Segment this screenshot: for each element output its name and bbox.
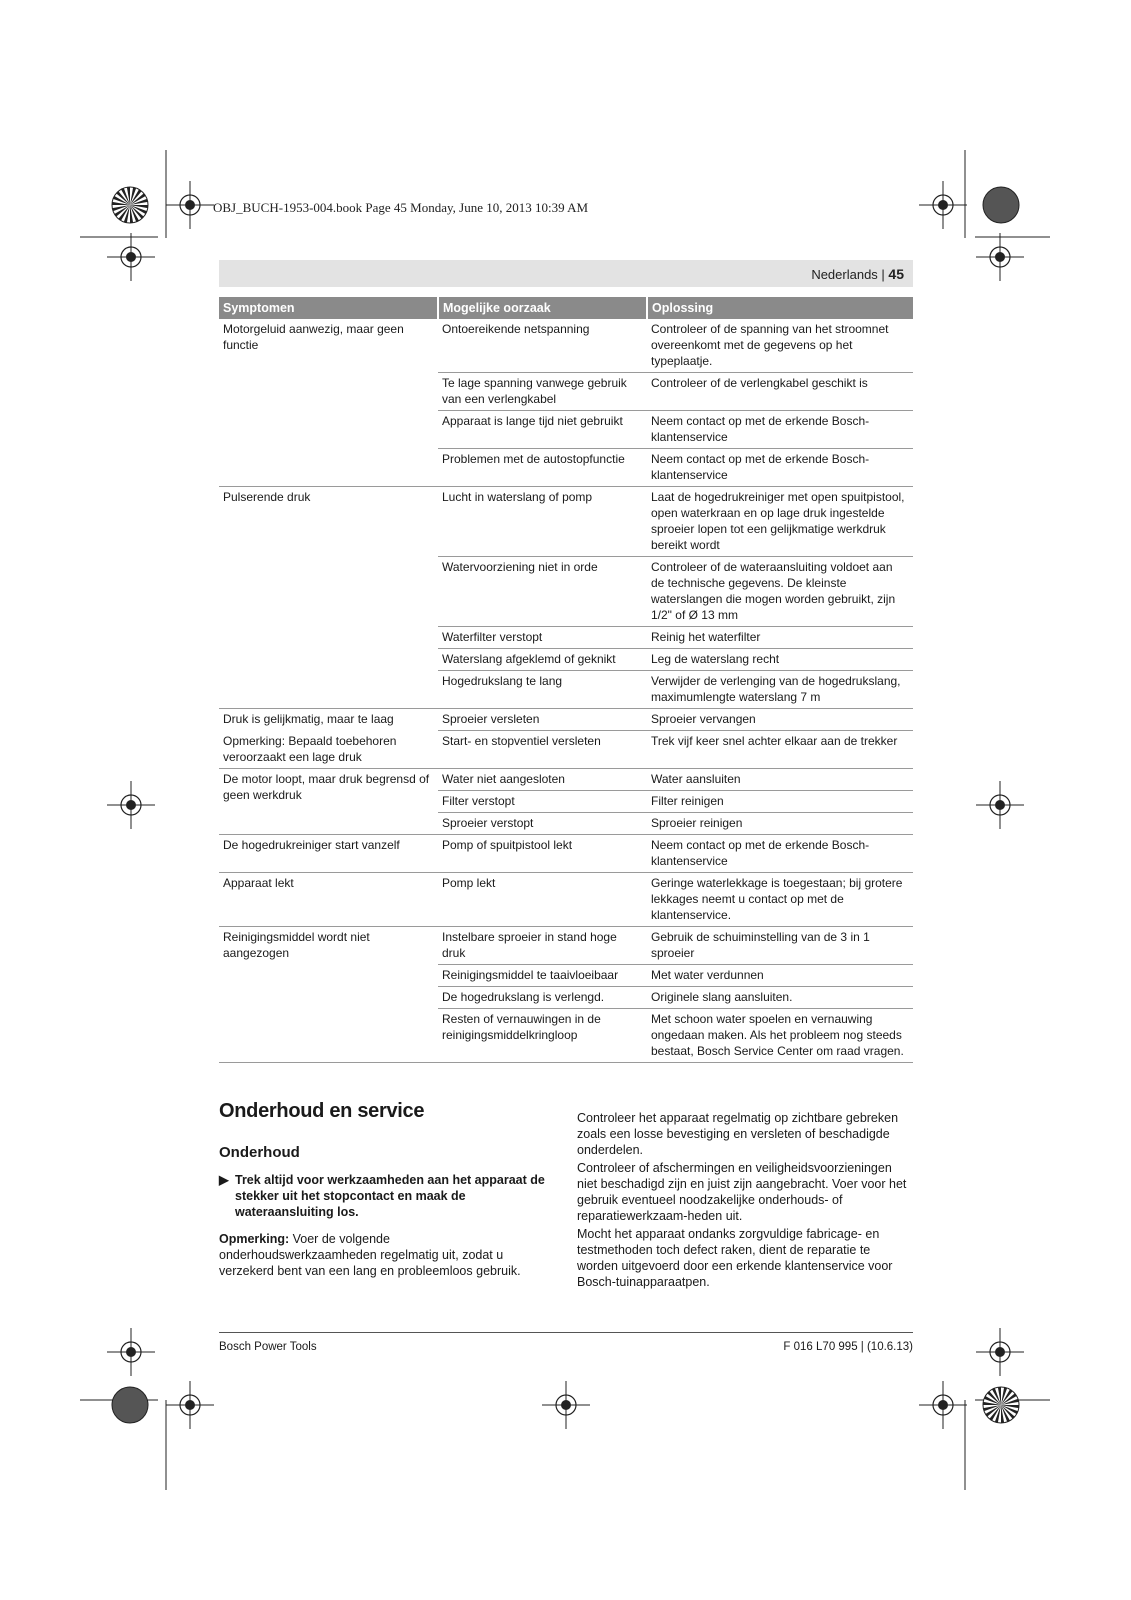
symptom-cell: De hogedrukreiniger start vanzelf bbox=[219, 834, 438, 872]
crosshair-mark-icon bbox=[542, 1381, 590, 1429]
cause-cell: Hogedrukslang te lang bbox=[438, 671, 647, 709]
cause-cell: Waterfilter verstopt bbox=[438, 627, 647, 649]
crosshair-mark-icon bbox=[166, 1381, 214, 1429]
symptom-cell: Motorgeluid aanwezig, maar geen functie bbox=[219, 319, 438, 487]
cause-cell: Start- en stopventiel versleten bbox=[438, 731, 647, 769]
footer-publisher: Bosch Power Tools bbox=[219, 1341, 317, 1353]
solution-cell: Verwijder de verlenging van de hogedrukslang, maximumlengte waterslang 7 m bbox=[647, 671, 913, 709]
table-row bbox=[219, 768, 913, 790]
solution-cell: Trek vijf keer snel achter elkaar aan de trekker bbox=[647, 731, 913, 769]
starburst-mark-icon bbox=[983, 1387, 1019, 1423]
header-solutions: Oplossing bbox=[647, 297, 913, 319]
solution-cell: Reinig het waterfilter bbox=[647, 627, 913, 649]
solution-cell: Geringe waterlekkage is toegestaan; bij grotere lekkages neemt u contact op met de klantenservice. bbox=[647, 872, 913, 926]
footer-divider bbox=[219, 1332, 913, 1333]
table-row bbox=[219, 731, 913, 769]
solution-cell: Controleer of de wateraansluiting voldoet aan de technische gegevens. De kleinste waterslangen die mogen worden gebruikt, zijn 1/2" of Ø 13 mm bbox=[647, 557, 913, 627]
symptom-cell: Pulserende druk bbox=[219, 487, 438, 709]
solution-cell: Leg de waterslang recht bbox=[647, 649, 913, 671]
symptom-cell: Druk is gelijkmatig, maar te laag bbox=[223, 712, 394, 726]
cause-cell: De hogedrukslang is verlengd. bbox=[438, 986, 647, 1008]
symptom-cell: De motor loopt, maar druk begrensd of geen werkdruk bbox=[219, 768, 438, 834]
crosshair-mark-icon bbox=[107, 233, 155, 281]
solution-cell: Neem contact op met de erkende Bosch-klantenservice bbox=[647, 411, 913, 449]
header-symptoms: Symptomen bbox=[219, 297, 438, 319]
cause-cell: Sproeier versleten bbox=[438, 709, 647, 731]
cause-cell: Ontoereikende netspanning bbox=[438, 319, 647, 373]
header-causes: Mogelijke oorzaak bbox=[438, 297, 647, 319]
solution-cell: Controleer of de verlengkabel geschikt is bbox=[647, 373, 913, 411]
section-subtitle: Onderhoud bbox=[219, 1144, 300, 1161]
cause-cell: Apparaat is lange tijd niet gebruikt bbox=[438, 411, 647, 449]
cause-cell: Filter verstopt bbox=[438, 790, 647, 812]
solution-cell: Gebruik de schuiminstelling van de 3 in 1 sproeier bbox=[647, 926, 913, 964]
cause-cell: Lucht in waterslang of pomp bbox=[438, 487, 647, 557]
solution-cell: Met schoon water spoelen en vernauwing ongedaan maken. Als het probleem nog steeds bestaat, Bosch Service Center om raad vragen. bbox=[647, 1008, 913, 1062]
starburst-mark-icon bbox=[112, 187, 148, 223]
table-row bbox=[219, 319, 913, 373]
table-header-row bbox=[219, 297, 913, 319]
cause-cell: Sproeier verstopt bbox=[438, 812, 647, 834]
cause-cell: Te lage spanning vanwege gebruik van een verlengkabel bbox=[438, 373, 647, 411]
crosshair-mark-icon bbox=[107, 781, 155, 829]
solution-cell: Water aansluiten bbox=[647, 768, 913, 790]
cause-cell: Water niet aangesloten bbox=[438, 768, 647, 790]
cause-cell: Pomp lekt bbox=[438, 872, 647, 926]
symptom-cell: Reinigingsmiddel wordt niet aangezogen bbox=[219, 926, 438, 1062]
crosshair-mark-icon bbox=[976, 1328, 1024, 1376]
cause-cell: Instelbare sproeier in stand hoge druk bbox=[438, 926, 647, 964]
cause-cell: Waterslang afgeklemd of geknikt bbox=[438, 649, 647, 671]
page-header-text: Nederlands | 45 bbox=[811, 266, 904, 282]
solution-cell: Neem contact op met de erkende Bosch-klantenservice bbox=[647, 834, 913, 872]
crosshair-mark-icon bbox=[166, 181, 214, 229]
cause-cell: Resten of vernauwingen in de reinigingsmiddelkringloop bbox=[438, 1008, 647, 1062]
maintenance-paragraph: Controleer of afschermingen en veiligheidsvoorzieningen niet beschadigd zijn en juist zijn aangebracht. Voer voor het gebruik eventueel noodzakelijke onderhouds- of reparatiewerkzaam-heden uit. bbox=[577, 1161, 907, 1223]
solution-cell: Filter reinigen bbox=[647, 790, 913, 812]
crosshair-mark-icon bbox=[107, 1328, 155, 1376]
crosshair-mark-icon bbox=[976, 781, 1024, 829]
solution-cell: Met water verdunnen bbox=[647, 964, 913, 986]
table-row bbox=[219, 926, 913, 964]
note-text: Voer de volgende onderhoudswerkzaamheden regelmatig uit, zodat u verzekerd bent van een lang en probleemloos gebruik. bbox=[219, 1232, 521, 1278]
section-title: Onderhoud en service bbox=[219, 1100, 425, 1122]
page-number: 45 bbox=[888, 266, 904, 282]
troubleshooting-table bbox=[219, 297, 913, 1063]
solution-cell: Controleer of de spanning van het stroomnet overeenkomt met de gegevens op het typeplaatje. bbox=[647, 319, 913, 373]
table-row bbox=[219, 487, 913, 557]
solution-cell: Sproeier vervangen bbox=[647, 709, 913, 731]
solution-cell: Neem contact op met de erkende Bosch-klantenservice bbox=[647, 449, 913, 487]
crosshair-mark-icon bbox=[919, 1381, 967, 1429]
crosshair-mark-icon bbox=[919, 181, 967, 229]
maintenance-text-column bbox=[577, 1110, 913, 1292]
triangle-bullet-icon: ▶ bbox=[219, 1173, 229, 1187]
note-label: Opmerking: bbox=[219, 1232, 290, 1246]
warning-block bbox=[219, 1172, 549, 1220]
book-info-line: OBJ_BUCH-1953-004.book Page 45 Monday, June 10, 2013 10:39 AM bbox=[213, 200, 589, 215]
header-language: Nederlands bbox=[811, 267, 878, 282]
maintenance-paragraph: Mocht het apparaat ondanks zorgvuldige fabricage- en testmethoden toch defect raken, dient de reparatie te worden uitgevoerd door een erkende klantenservice voor Bosch-tuinapparaatpen. bbox=[577, 1227, 893, 1289]
cause-cell: Watervoorziening niet in orde bbox=[438, 557, 647, 627]
page-header bbox=[219, 260, 913, 287]
table-row bbox=[219, 872, 913, 926]
maintenance-paragraph: Controleer het apparaat regelmatig op zichtbare gebreken zoals een losse bevestiging en versleten of beschadigde onderdelen. bbox=[577, 1111, 899, 1157]
table-row bbox=[219, 709, 913, 731]
cause-cell: Pomp of spuitpistool lekt bbox=[438, 834, 647, 872]
footer-doc-number: F 016 L70 995 | (10.6.13) bbox=[783, 1341, 913, 1353]
table-body bbox=[219, 319, 913, 1062]
solution-cell: Laat de hogedrukreiniger met open spuitpistool, open waterkraan en op lage druk ingestelde sproeier lopen tot een gelijkmatige werkdruk bereikt wordt bbox=[647, 487, 913, 557]
starburst-mark-icon bbox=[112, 1387, 148, 1423]
crosshair-mark-icon bbox=[976, 233, 1024, 281]
symptom-cell: Apparaat lekt bbox=[219, 872, 438, 926]
cause-cell: Problemen met de autostopfunctie bbox=[438, 449, 647, 487]
starburst-mark-icon bbox=[983, 187, 1019, 223]
solution-cell: Originele slang aansluiten. bbox=[647, 986, 913, 1008]
cause-cell: Reinigingsmiddel te taaivloeibaar bbox=[438, 964, 647, 986]
solution-cell: Sproeier reinigen bbox=[647, 812, 913, 834]
note-paragraph bbox=[219, 1231, 549, 1279]
symptom-cell: Opmerking: Bepaald toebehoren veroorzaakt een lage druk bbox=[219, 731, 438, 769]
warning-text: Trek altijd voor werkzaamheden aan het apparaat de stekker uit het stopcontact en maak de wateraansluiting los. bbox=[235, 1173, 545, 1219]
table-row bbox=[219, 834, 913, 872]
